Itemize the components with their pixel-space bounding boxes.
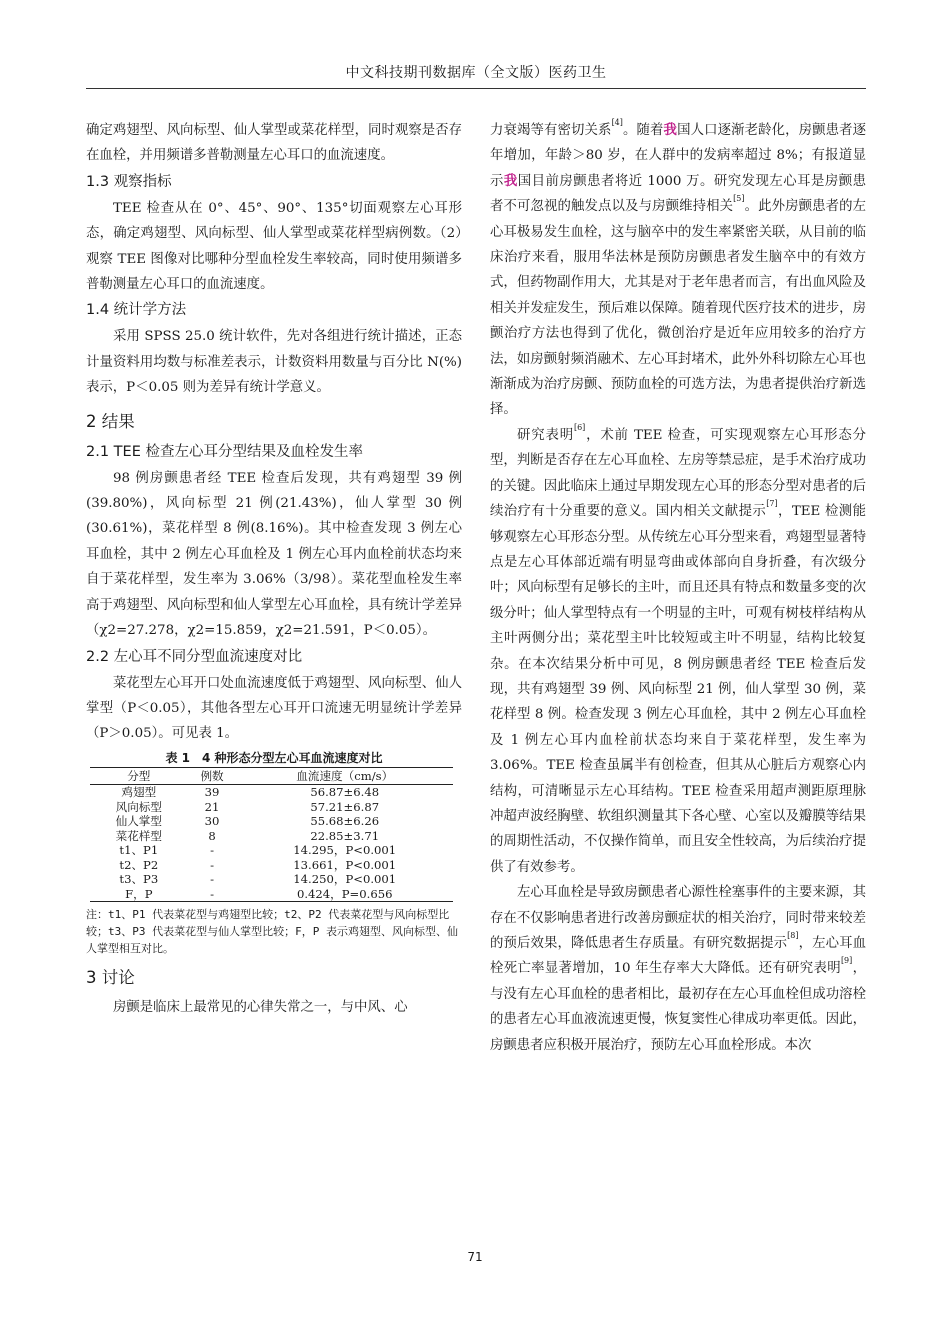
- table-cell: F，P: [90, 887, 188, 902]
- table-row: [90, 872, 453, 887]
- section-1-4-heading: 1.4 统计学方法: [86, 302, 187, 319]
- text-run: 左心耳血栓是导致房颤患者心源性栓塞事件的主要来源，其存在不仅影响患者进行改善房颤症状的相关治疗，同时带来较差的预后效果，降低患者生存质量。有研究数据提示: [490, 885, 866, 951]
- text-run: ，术前 TEE 检查，可实现观察左心耳形态分型，判断是否存在左心耳血栓、左房等禁忌症，是手术治疗成功的关键。因此临床上通过早期发现左心耳的形态分型对患者的后续治疗有十分重要的意义。国内相关文献提示: [490, 427, 867, 520]
- table-cell: 13.661，P<0.001: [293, 857, 397, 872]
- table-cell: 8: [208, 828, 216, 843]
- paragraph-discussion-1: [490, 118, 866, 423]
- text-run: 研究表明: [517, 427, 574, 443]
- text-run: ，TEE 检测能够观察左心耳形态分型。从传统左心耳分型来看，鸡翅型显著特点是左心耳体部近端有明显弯曲或体部向自身折叠，有次级分叶；风向标型有足够长的主叶，而且还具有特点和数量多变的次级分叶；仙人掌型特点有一个明显的主叶，可观有树枝样结构从主叶两侧分出；菜花型主叶比较短或主叶不明显，结构比较复杂。在本次结果分析中可见，8 例房颤患者经 TEE 检查后发现，共有鸡翅型 39 例、风向标型 21 例，仙人掌型 30 例，菜花样型 8 例。检查发现 3 例左心耳血栓，其中 2 例左心耳血栓及 1 例左心耳内血栓前状态均来自于菜花样型，发生率为 3.06%。TEE 检查虽属半有创检查，但其从心脏后方观察心内结构，可清晰显示左心耳结构。TEE 检查采用超声测距原理脉冲超声波经胸壁、软组织测量其下各心壁、心室以及瓣膜等结果的周期性活动，不仅操作简单，而且安全性较高，为后续治疗提供了有效参考。: [490, 504, 866, 875]
- section-2-1-heading: 2.1 TEE 检查左心耳分型结果及血栓发生率: [86, 443, 363, 460]
- table-cell: 55.68±6.26: [310, 814, 380, 829]
- table-cell: 30: [204, 814, 220, 829]
- table-cell: 14.295，P<0.001: [293, 843, 397, 858]
- table-1-title: 表 1 4 种形态分型左心耳血流速度对比: [165, 750, 383, 765]
- table-cell: -: [210, 857, 214, 872]
- section-2-2-heading: 2.2 左心耳不同分型血流速度对比: [86, 648, 303, 665]
- table-cell: 风向标型: [115, 799, 162, 814]
- table-header-velocity: 血流速度（cm/s）: [236, 767, 453, 785]
- header-rule: [86, 88, 866, 89]
- right-column: [490, 118, 866, 1058]
- table-cell: -: [210, 843, 214, 858]
- paragraph-discussion-3: [490, 880, 866, 1058]
- table-1-note: 注：t1、P1 代表菜花型与鸡翅型比较；t2、P2 代表菜花型与风向标型比较；t3、P3 代表菜花型与仙人掌型比较；F，P 表示鸡翅型、风向标型、仙人掌型相互对比。: [86, 908, 458, 956]
- table-cell: t2、P2: [119, 857, 159, 872]
- table-row: [90, 829, 453, 844]
- table-cell: -: [210, 872, 214, 887]
- table-cell: 仙人掌型: [115, 814, 162, 829]
- paragraph-results-velocity: 菜花型左心耳开口处血流速度低于鸡翅型、风向标型、仙人掌型（P＜0.05），其他各型左心耳开口流速无明显统计学差异（P＞0.05）。可见表 1。: [86, 675, 462, 742]
- table-cell: 22.85±3.71: [310, 828, 380, 843]
- text-run: ，与没有左心耳血栓的患者相比，最初存在左心耳血栓但成功溶栓的患者左心耳血液流速更慢，恢复窦性心律成功率更低。因此，房颤患者应积极开展治疗，预防左心耳血栓形成。本次: [490, 961, 867, 1053]
- section-3-heading: 3 讨论: [86, 968, 135, 988]
- section-1-3-heading: 1.3 观察指标: [86, 173, 172, 190]
- left-column: [86, 118, 462, 1021]
- highlighted-word: 我: [663, 122, 678, 138]
- text-run: 国人口逐渐老龄化，房颤患者逐年增加，年龄＞80 岁，在人群中的发病率超过 8%；有报道显示: [490, 123, 867, 189]
- paragraph-method-cont: 确定鸡翅型、风向标型、仙人掌型或菜花样型，同时观察是否存在血栓，并用频谱多普勒测量左心耳口的血流速度。: [86, 123, 462, 164]
- paragraph-statistics: 采用 SPSS 25.0 统计软件，先对各组进行统计描述，正态计量资料用均数与标准差表示，计数资料用数量与百分比 N(%)表示，P＜0.05 则为差异有统计学意义。: [86, 329, 462, 396]
- table-cell: 鸡翅型: [121, 785, 157, 800]
- text-run: 。此外房颤患者的左心耳极易发生血栓，这与脑卒中的发生率紧密关联，从目前的临床治疗来看，服用华法林是预防房颤患者发生脑卒中的有效方式，但药物副作用大，尤其是对于老年患者而言，有出血风险及相关并发症发生，预后难以保障。随着现代医疗技术的进步，房颤治疗方法也得到了优化，微创治疗是近年应用较多的治疗方法，如房颤射频消融术、左心耳封堵术，此外外科切除左心耳也渐渐成为治疗房颤、预防血栓的可选方法，为患者提供治疗新选择。: [490, 199, 867, 418]
- table-cell: 56.87±6.48: [310, 785, 380, 800]
- table-header-type: 分型: [90, 767, 188, 785]
- paragraph-discussion-2: [490, 423, 866, 880]
- citation-4[interactable]: [4]: [611, 118, 623, 127]
- text-run: 国目前房颤患者将近 1000 万。研究发现左心耳是房颤患者不可忽视的触发点以及与房颤维持相关: [490, 173, 867, 215]
- paragraph-discussion-start: 房颤是临床上最常见的心律失常之一，与中风、心: [113, 1000, 408, 1016]
- table-cell: 39: [204, 785, 220, 800]
- table-row: [90, 814, 453, 829]
- citation-7[interactable]: [7]: [766, 499, 778, 509]
- table-row: [90, 843, 453, 858]
- table-cell: 0.424，P=0.656: [236, 887, 453, 902]
- table-row: [90, 887, 453, 902]
- section-2-heading: 2 结果: [86, 411, 135, 431]
- journal-header: 中文科技期刊数据库（全文版）医药卫生: [345, 65, 607, 81]
- page-number: 71: [467, 1250, 483, 1264]
- table-row: [90, 785, 453, 800]
- citation-6[interactable]: [6]: [573, 422, 586, 432]
- text-run: ，左心耳血栓死亡率显著增加，10 年生存率大大降低。还有研究表明: [490, 936, 867, 977]
- table-cell: 57.21±6.87: [310, 799, 380, 814]
- table-row: [90, 858, 453, 873]
- citation-9[interactable]: [9]: [840, 956, 853, 966]
- table-cell: t1、P1: [119, 843, 159, 858]
- table-cell: -: [188, 887, 237, 902]
- table-header-row: [90, 767, 453, 785]
- paragraph-observation: TEE 检查从在 0°、45°、90°、135°切面观察左心耳形态，确定鸡翅型、风向标型、仙人掌型或菜花样型病例数。（2）观察 TEE 图像对比哪种分型血栓发生率较高，同时使用频谱多普勒测量左心耳口的血流速度。: [86, 200, 462, 293]
- table-1: [90, 767, 453, 903]
- citation-5[interactable]: [5]: [733, 194, 745, 204]
- table-cell: t3、P3: [119, 872, 159, 887]
- table-row: [90, 800, 453, 815]
- highlighted-word: 我: [503, 172, 518, 189]
- table-header-count: 例数: [188, 767, 237, 785]
- text-run: 。随着: [622, 123, 664, 138]
- table-cell: 菜花样型: [115, 828, 162, 843]
- table-cell: 21: [204, 799, 220, 814]
- paragraph-results-typing: 98 例房颤患者经 TEE 检查后发现，共有鸡翅型 39 例(39.80%)，风向标型 21 例(21.43%)，仙人掌型 30 例(30.61%)，菜花样型 8 例(8.16%)。其中检查发现 3 例左心耳血栓，其中 2 例左心耳血栓及 1 例左心耳内血栓前状态均来自于菜花样型，发生率为 3.06%（3/98）。菜花型血栓发生率高于鸡翅型、风向标型和仙人掌型左心耳血栓，具有统计学差异（χ2=27.278，χ2=15.859，χ2=21.591，P＜0.05）。: [86, 470, 462, 639]
- table-cell: 14.250，P<0.001: [293, 872, 397, 887]
- citation-8[interactable]: [8]: [787, 931, 799, 940]
- text-run: 力衰竭等有密切关系: [490, 123, 612, 138]
